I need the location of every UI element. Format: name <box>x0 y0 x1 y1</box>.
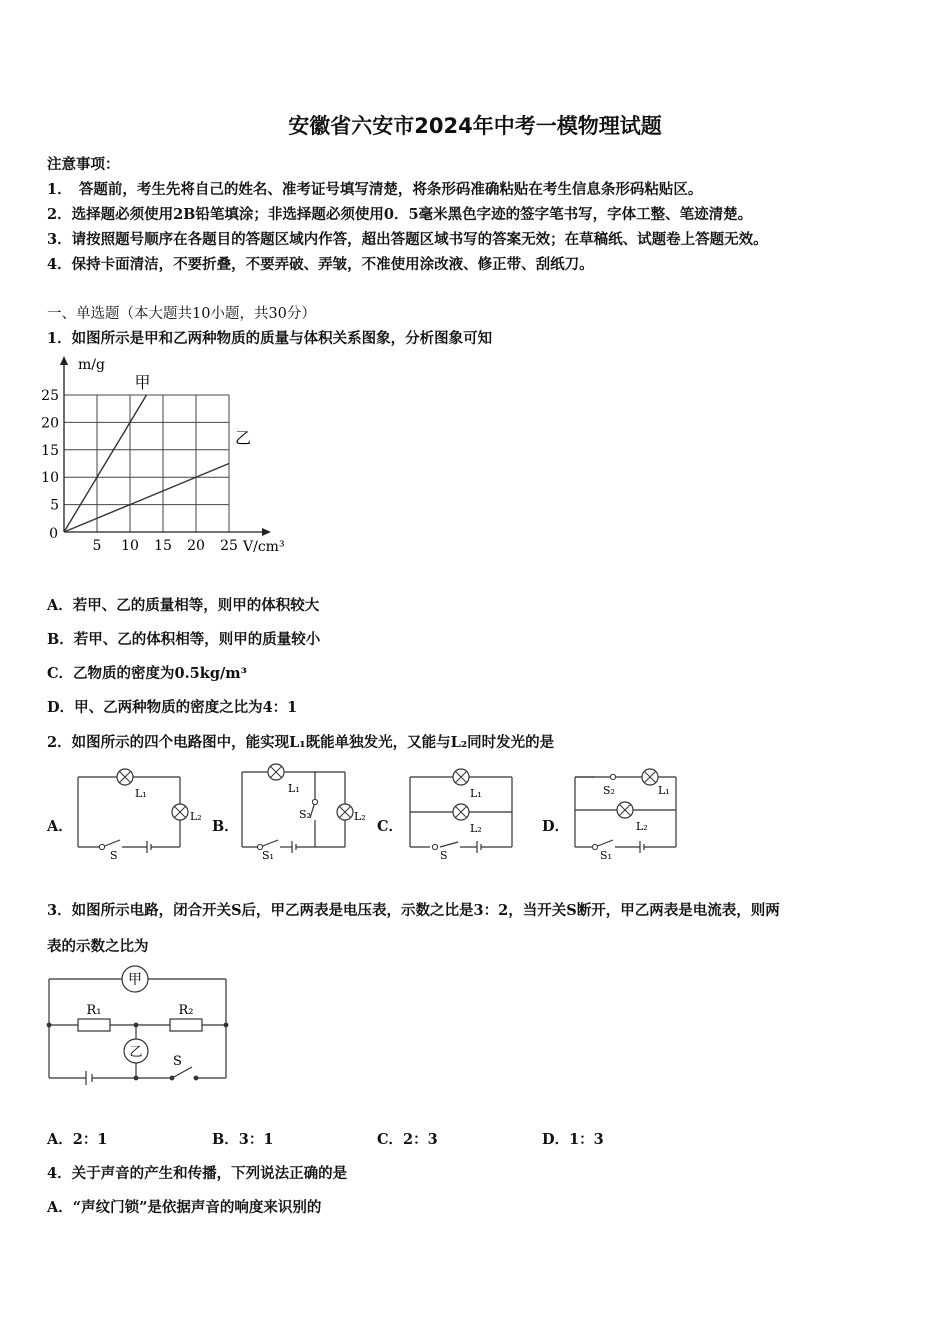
circuit-label: L₂ <box>190 810 202 823</box>
q3-circuit <box>40 963 240 1088</box>
y-tick-label: 25 <box>41 388 59 404</box>
circuit-label: S <box>440 849 448 862</box>
circuit-label: S₂ <box>299 808 311 821</box>
series-label: 乙 <box>235 428 252 448</box>
switch-contact <box>432 844 437 849</box>
notice-heading: 注意事项： <box>47 156 120 173</box>
circuit-label: L₂ <box>470 822 482 835</box>
circuit-label: L₁ <box>470 787 482 800</box>
y-tick-label: 15 <box>41 442 59 459</box>
meter-yi-label: 乙 <box>129 1045 143 1060</box>
notice-item: 2．选择题必须使用2B铅笔填涂；非选择题必须使用0．5毫米黑色字迹的签字笔书写，字体工整、笔迹清楚。 <box>47 206 753 223</box>
x-axis-label: V/cm³ <box>243 539 285 555</box>
q1-option-a[interactable]: A．若甲、乙的质量相等，则甲的体积较大 <box>47 597 320 614</box>
y-axis-arrow <box>60 356 68 365</box>
switch-contact <box>610 774 615 779</box>
y-tick-label: 20 <box>41 415 59 432</box>
x-tick-label: 5 <box>92 538 102 554</box>
circuit-label: L₁ <box>135 787 147 800</box>
q2-option-c[interactable]: C． <box>377 818 404 835</box>
y-axis-label: m/g <box>78 357 105 373</box>
x-tick-label: 15 <box>154 538 172 554</box>
circuit-label: S₂ <box>603 784 615 797</box>
q3-option-b[interactable]: B．3：1 <box>212 1131 274 1148</box>
section-heading: 一、单选题（本大题共10小题，共30分） <box>47 306 316 322</box>
circuit-label: L₁ <box>658 784 670 797</box>
x-tick-label: 10 <box>121 538 139 554</box>
r1-resistor <box>78 1019 110 1031</box>
series-line-jia <box>64 395 147 532</box>
series-line-yi <box>64 464 229 533</box>
circuit-a <box>78 777 180 853</box>
q2-option-d[interactable]: D． <box>542 818 570 835</box>
y-tick-label: 10 <box>41 470 59 487</box>
x-tick-label: 20 <box>187 538 205 554</box>
question-3-stem-cont: 表的示数之比为 <box>47 938 149 955</box>
question-1-stem: 1．如图所示是甲和乙两种物质的质量与体积关系图象，分析图象可知 <box>47 330 493 347</box>
q1-option-c[interactable]: C．乙物质的密度为0.5kg/m³ <box>47 665 247 682</box>
circuit-label: L₂ <box>636 820 648 833</box>
q1-option-d[interactable]: D．甲、乙两种物质的密度之比为4：1 <box>47 699 298 716</box>
notice-item: 3．请按照题号顺序在各题目的答题区域内作答，超出答题区域书写的答案无效；在草稿纸、试题卷上答题无效。 <box>47 231 768 248</box>
notice-item: 4．保持卡面清洁，不要折叠，不要弄破、弄皱，不准使用涂改液、修正带、刮纸刀。 <box>47 256 594 273</box>
circuit-label: L₁ <box>288 782 300 795</box>
circuit-label: S₁ <box>600 849 612 862</box>
page-title: 安徽省六安市2024年中考一模物理试题 <box>288 114 662 138</box>
switch-label: S <box>173 1054 182 1069</box>
chart-lines <box>64 395 229 532</box>
switch-contact <box>592 844 597 849</box>
r2-label: R₂ <box>178 1003 194 1018</box>
chart-grid <box>64 395 229 532</box>
notice-item: 1． 答题前，考生先将自己的姓名、准考证号填写清楚，将条形码准确粘贴在考生信息条形码粘贴区。 <box>47 181 703 198</box>
q1-option-b[interactable]: B．若甲、乙的体积相等，则甲的质量较小 <box>47 631 321 648</box>
circuit-label: S <box>110 849 118 862</box>
origin-label: 0 <box>49 526 58 542</box>
r2-resistor <box>170 1019 202 1031</box>
y-tick-label: 5 <box>50 497 59 514</box>
circuit-label: L₂ <box>354 810 366 823</box>
meter-jia-label: 甲 <box>128 972 142 988</box>
question-4-stem: 4．关于声音的产生和传播，下列说法正确的是 <box>47 1165 348 1182</box>
switch-contact <box>99 844 104 849</box>
q3-option-a[interactable]: A．2：1 <box>47 1131 108 1148</box>
r1-label: R₁ <box>86 1003 102 1018</box>
mass-volume-chart <box>40 355 300 560</box>
question-3-stem: 3．如图所示电路，闭合开关S后，甲乙两表是电压表，示数之比是3：2，当开关S断开，甲乙两表是电流表，则两 <box>47 902 780 919</box>
x-tick-label: 25 <box>220 538 238 554</box>
switch-contact <box>312 799 317 804</box>
question-2-stem: 2．如图所示的四个电路图中，能实现L₁既能单独发光，又能与L₂同时发光的是 <box>47 734 555 751</box>
q2-option-a[interactable]: A． <box>47 818 73 835</box>
q3-option-d[interactable]: D．1：3 <box>542 1131 604 1148</box>
x-axis-arrow <box>262 528 271 536</box>
q2-circuits <box>40 762 700 862</box>
q4-option-a[interactable]: A．“声纹门锁”是依据声音的响度来识别的 <box>47 1199 322 1216</box>
q3-option-c[interactable]: C．2：3 <box>377 1131 438 1148</box>
q2-option-b[interactable]: B． <box>212 818 239 835</box>
series-label: 甲 <box>134 373 151 392</box>
circuit-label: S₁ <box>262 849 274 862</box>
